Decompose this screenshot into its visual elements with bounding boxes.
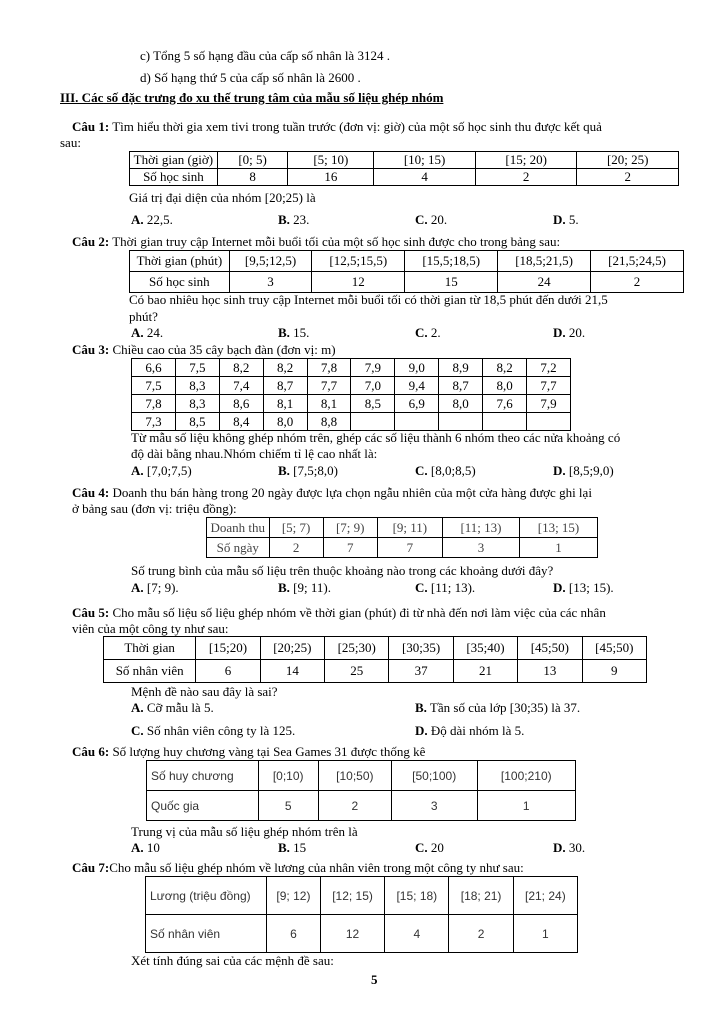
table-cell: 8,5	[175, 413, 219, 431]
answer-option: A. 22,5.	[131, 212, 173, 227]
row-header-cell: Thời gian (phút)	[130, 251, 230, 272]
table-cell: 3	[391, 791, 477, 821]
q6-text: Câu 6: Số lượng huy chương vàng tại Sea Games 31 được thống kê	[72, 744, 426, 759]
page-number: 5	[371, 972, 378, 987]
row-header-cell: Số ngày	[207, 538, 270, 558]
q2-question2: phút?	[129, 309, 158, 324]
table-cell: 7,5	[132, 377, 176, 395]
answer-option: A. Cỡ mẫu là 5.	[131, 700, 214, 715]
row-header-cell: Lương (triệu đồng)	[146, 877, 267, 915]
answer-option: B. 15.	[278, 325, 310, 340]
table-cell: 8,8	[307, 413, 351, 431]
row-header-cell: Số nhân viên	[146, 915, 267, 953]
answer-option: D. Độ dài nhóm là 5.	[415, 723, 525, 738]
table-cell: 2	[318, 791, 391, 821]
table-cell: 13	[518, 660, 582, 683]
table-cell: 8,1	[263, 395, 307, 413]
table-cell: 8,3	[175, 395, 219, 413]
table-cell: 7,9	[527, 395, 571, 413]
table-cell: 4	[374, 169, 476, 186]
row-header-cell: Số học sinh	[130, 272, 230, 293]
q3-text: Câu 3: Chiều cao của 35 cây bạch đàn (đơn vị: m)	[72, 342, 336, 357]
table-cell: 37	[389, 660, 453, 683]
table-cell: [10;50)	[318, 761, 391, 791]
table-cell: 2	[269, 538, 323, 558]
q5-text: Câu 5: Cho mẫu số liệu số liệu ghép nhóm về thời gian (phút) đi từ nhà đến nơi làm việc của các nhân	[72, 605, 606, 620]
table-cell: [7; 9)	[323, 518, 377, 538]
table-row	[132, 377, 571, 395]
answer-option: A. 24.	[131, 325, 164, 340]
table-cell: [45;50)	[582, 637, 646, 660]
table-cell: [21,5;24,5)	[591, 251, 684, 272]
table-cell: 6	[266, 915, 320, 953]
table-cell: 2	[577, 169, 679, 186]
q2-text: Câu 2: Thời gian truy cập Internet mỗi buổi tối của một số học sinh được cho trong bảng sau:	[72, 234, 561, 249]
table-cell: [12; 15)	[320, 877, 384, 915]
q1-text2: sau:	[60, 135, 81, 150]
q4-table	[206, 517, 598, 558]
answer-option: A. 10	[131, 840, 160, 855]
table-cell: 8,2	[263, 359, 307, 377]
table-cell: 12	[320, 915, 384, 953]
answer-option: D. [8,5;9,0)	[553, 463, 614, 478]
table-cell: 8,2	[483, 359, 527, 377]
table-cell: 9,0	[395, 359, 439, 377]
table-cell: 8,6	[219, 395, 263, 413]
q6-question: Trung vị của mẫu số liệu ghép nhóm trên là	[131, 824, 358, 839]
table-cell: 2	[591, 272, 684, 293]
q4-text: Câu 4: Doanh thu bán hàng trong 20 ngày được lựa chọn ngẫu nhiên của một cửa hàng được ghi lại	[72, 485, 592, 500]
q6-table	[146, 760, 576, 821]
table-cell: 6,9	[395, 395, 439, 413]
answer-option: D. [13; 15).	[553, 580, 614, 595]
table-cell: [100;210)	[477, 761, 575, 791]
table-cell: 8,5	[351, 395, 395, 413]
q5-table	[103, 636, 647, 683]
table-cell: [15; 18)	[385, 877, 449, 915]
row-header-cell: Doanh thu	[207, 518, 270, 538]
table-cell: 8,0	[439, 395, 483, 413]
table-row	[104, 660, 647, 683]
answer-option: C. [11; 13).	[415, 580, 476, 595]
q3-table	[131, 358, 571, 431]
q3-question: Từ mẫu số liệu không ghép nhóm trên, ghép các số liệu thành 6 nhóm theo các nửa khoảng có	[131, 430, 621, 445]
table-cell: [0; 5)	[217, 152, 288, 169]
table-cell: [9,5;12,5)	[229, 251, 312, 272]
table-row	[104, 637, 647, 660]
table-row	[130, 272, 684, 293]
answer-option: B. [9; 11).	[278, 580, 331, 595]
answer-option: C. Số nhân viên công ty là 125.	[131, 723, 296, 738]
table-cell: [18; 21)	[449, 877, 513, 915]
table-cell: [30;35)	[389, 637, 453, 660]
q7-table	[145, 876, 578, 953]
answer-option: A. [7,0;7,5)	[131, 463, 192, 478]
q4-text2: ở bảng sau (đơn vị: triệu đồng):	[72, 501, 237, 516]
table-cell: [15; 20)	[475, 152, 577, 169]
table-cell: 8,9	[439, 359, 483, 377]
table-cell: [10; 15)	[374, 152, 476, 169]
table-cell: 3	[229, 272, 312, 293]
table-cell: 6	[196, 660, 260, 683]
table-row	[132, 395, 571, 413]
table-cell: 7,3	[132, 413, 176, 431]
table-cell	[483, 413, 527, 431]
table-cell: 8,7	[439, 377, 483, 395]
q4-question: Số trung bình của mẫu số liệu trên thuộc khoảng nào trong các khoảng dưới đây?	[131, 563, 554, 578]
row-header-cell: Quốc gia	[147, 791, 259, 821]
table-cell	[395, 413, 439, 431]
table-cell: [25;30)	[325, 637, 389, 660]
answer-option: D. 30.	[553, 840, 586, 855]
q3-question2: độ dài bằng nhau.Nhóm chiếm tỉ lệ cao nhất là:	[131, 446, 378, 461]
table-cell: 1	[520, 538, 598, 558]
table-cell: 24	[498, 272, 591, 293]
table-cell: [9; 11)	[377, 518, 442, 538]
table-cell: [50;100)	[391, 761, 477, 791]
table-cell: 8,2	[219, 359, 263, 377]
table-cell: 9	[582, 660, 646, 683]
table-cell: 7,9	[351, 359, 395, 377]
table-cell: [9; 12)	[266, 877, 320, 915]
table-cell: 4	[385, 915, 449, 953]
table-cell: 2	[475, 169, 577, 186]
table-cell: 12	[312, 272, 405, 293]
row-header-cell: Số học sinh	[130, 169, 218, 186]
answer-option: C. 2.	[415, 325, 441, 340]
item-c: c) Tổng 5 số hạng đầu của cấp số nhân là 3124 .	[140, 48, 390, 63]
section-heading: III. Các số đặc trưng đo xu thế trung tâm của mẫu số liệu ghép nhóm	[60, 90, 444, 105]
table-row	[130, 152, 679, 169]
table-cell: 8,0	[483, 377, 527, 395]
q7-question: Xét tính đúng sai của các mệnh đề sau:	[131, 953, 334, 968]
table-cell	[527, 413, 571, 431]
answer-option: B. Tần số của lớp [30;35) là 37.	[415, 700, 581, 715]
table-row	[132, 359, 571, 377]
table-cell: 8,0	[263, 413, 307, 431]
answer-option: C. [8,0;8,5)	[415, 463, 476, 478]
table-cell: 9,4	[395, 377, 439, 395]
answer-option: C. 20.	[415, 212, 448, 227]
table-row	[146, 915, 578, 953]
table-cell: [18,5;21,5)	[498, 251, 591, 272]
table-cell: 7,8	[132, 395, 176, 413]
table-cell: [5; 10)	[288, 152, 374, 169]
table-cell: 15	[405, 272, 498, 293]
table-cell: 7,5	[175, 359, 219, 377]
table-row	[132, 413, 571, 431]
table-cell: [5; 7)	[269, 518, 323, 538]
q5-text2: viên của một công ty như sau:	[72, 621, 229, 636]
table-cell: 1	[477, 791, 575, 821]
q7-text: Câu 7:Cho mẫu số liệu ghép nhóm về lương của nhân viên trong một công ty như sau:	[72, 860, 524, 875]
table-cell: 8,3	[175, 377, 219, 395]
table-cell: [35;40)	[453, 637, 517, 660]
table-cell: [0;10)	[258, 761, 318, 791]
table-cell: 7,8	[307, 359, 351, 377]
table-cell: 5	[258, 791, 318, 821]
q1-question: Giá trị đại diện của nhóm [20;25) là	[129, 190, 316, 205]
q1-table	[129, 151, 679, 186]
table-cell: [11; 13)	[442, 518, 519, 538]
table-cell: 8,4	[219, 413, 263, 431]
q2-question: Có bao nhiêu học sinh truy cập Internet mỗi buổi tối có thời gian từ 18,5 phút đến dưới 21,5	[129, 292, 608, 307]
answer-option: B. [7,5;8,0)	[278, 463, 338, 478]
answer-option: D. 20.	[553, 325, 586, 340]
answer-option: B. 15	[278, 840, 307, 855]
table-cell: 7	[377, 538, 442, 558]
table-cell: [13; 15)	[520, 518, 598, 538]
table-row	[207, 518, 598, 538]
row-header-cell: Thời gian (giờ)	[130, 152, 218, 169]
row-header-cell: Số huy chương	[147, 761, 259, 791]
table-row	[130, 169, 679, 186]
table-cell: 8	[217, 169, 288, 186]
table-cell: 7,6	[483, 395, 527, 413]
row-header-cell: Số nhân viên	[104, 660, 196, 683]
table-cell	[351, 413, 395, 431]
table-cell: 7,7	[527, 377, 571, 395]
table-cell: 7	[323, 538, 377, 558]
answer-option: B. 23.	[278, 212, 310, 227]
table-cell: 21	[453, 660, 517, 683]
table-cell: 8,1	[307, 395, 351, 413]
table-cell: [20; 25)	[577, 152, 679, 169]
table-cell: 7,2	[527, 359, 571, 377]
table-cell: 8,7	[263, 377, 307, 395]
table-cell: 2	[449, 915, 513, 953]
table-row	[147, 761, 576, 791]
table-cell: [21; 24)	[513, 877, 577, 915]
table-cell: [15;20)	[196, 637, 260, 660]
table-row	[147, 791, 576, 821]
q1-text: Câu 1: Tìm hiểu thời gia xem tivi trong tuần trước (đơn vị: giờ) của một số học sinh thu được kết quả	[72, 119, 602, 134]
table-cell: 7,7	[307, 377, 351, 395]
table-cell: 7,0	[351, 377, 395, 395]
q5-question: Mệnh đề nào sau đây là sai?	[131, 684, 278, 699]
answer-option: C. 20	[415, 840, 444, 855]
answer-option: A. [7; 9).	[131, 580, 179, 595]
table-cell: [15,5;18,5)	[405, 251, 498, 272]
table-cell: 25	[325, 660, 389, 683]
q2-table	[129, 250, 684, 293]
table-cell: 16	[288, 169, 374, 186]
table-cell: [20;25)	[260, 637, 324, 660]
row-header-cell: Thời gian	[104, 637, 196, 660]
table-cell: 6,6	[132, 359, 176, 377]
table-cell: 7,4	[219, 377, 263, 395]
table-cell: 1	[513, 915, 577, 953]
table-cell: [12,5;15,5)	[312, 251, 405, 272]
table-row	[130, 251, 684, 272]
table-row	[146, 877, 578, 915]
table-cell	[439, 413, 483, 431]
table-cell: [45;50)	[518, 637, 582, 660]
table-cell: 14	[260, 660, 324, 683]
table-row	[207, 538, 598, 558]
item-d: d) Số hạng thứ 5 của cấp số nhân là 2600 .	[140, 70, 361, 85]
table-cell: 3	[442, 538, 519, 558]
answer-option: D. 5.	[553, 212, 579, 227]
